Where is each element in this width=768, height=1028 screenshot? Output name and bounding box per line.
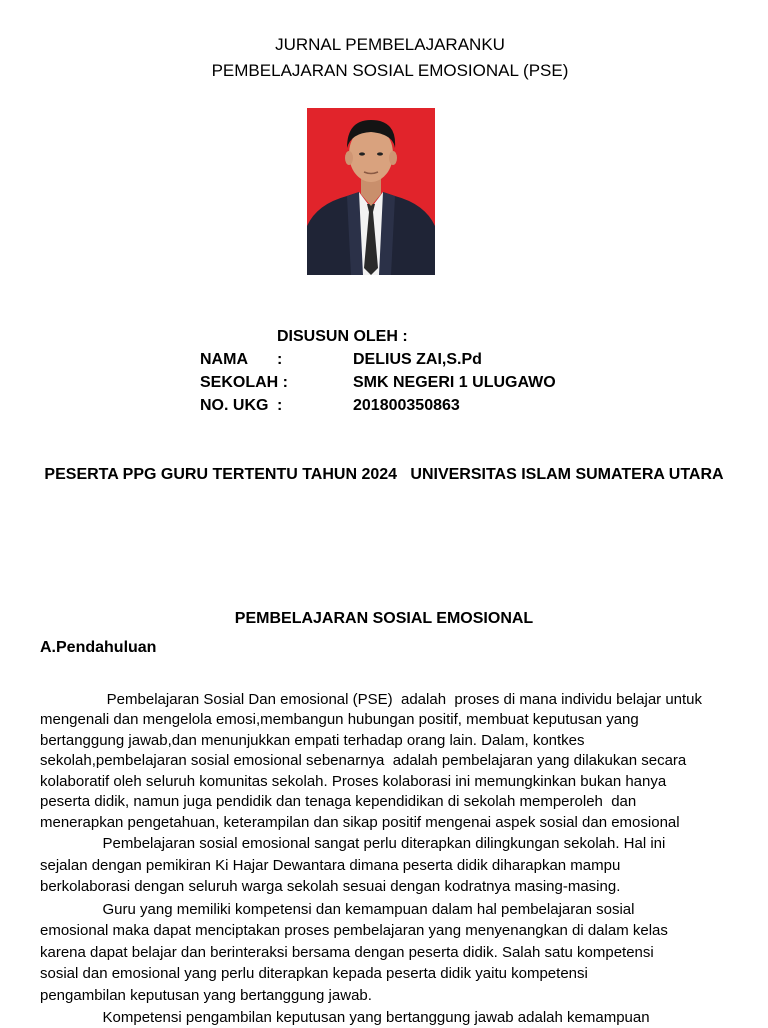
participant-line: PESERTA PPG GURU TERTENTU TAHUN 2024 UNIVERSITAS ISLAM SUMATERA UTARA	[44, 466, 724, 483]
subsection-heading: A.Pendahuluan	[40, 639, 157, 656]
body-line: Kompetensi pengambilan keputusan yang bertanggung jawab adalah kemampuan	[40, 1009, 650, 1026]
body-line: sekolah,pembelajaran sosial emosional sebenarnya adalah pembelajaran yang dilakukan secara	[40, 752, 687, 769]
body-line: sejalan dengan pemikiran Ki Hajar Dewantara dimana peserta didik diharapkan mampu	[40, 857, 621, 874]
name-colon: :	[277, 351, 283, 368]
school-value: SMK NEGERI 1 ULUGAWO	[353, 374, 556, 391]
body-line: bertanggung jawab,dan menunjukkan empati terhadap orang lain. Dalam, kontkes	[40, 732, 585, 749]
body-line: karena dapat belajar dan berinteraksi bersama dengan peserta didik. Salah satu kompetensi	[40, 944, 654, 961]
school-label: SEKOLAH :	[200, 374, 288, 391]
body-line: Pembelajaran Sosial Dan emosional (PSE) adalah proses di mana individu belajar untuk	[40, 691, 703, 708]
ukg-colon: :	[277, 397, 283, 414]
body-line: sosial dan emosional yang perlu diterapkan kepada peserta didik yaitu kompetensi	[40, 965, 588, 982]
body-line: Pembelajaran sosial emosional sangat perlu diterapkan dilingkungan sekolah. Hal ini	[40, 835, 666, 852]
body-line: pengambilan keputusan yang bertanggung jawab.	[40, 987, 372, 1004]
ukg-value: 201800350863	[353, 397, 460, 414]
section-title: PEMBELAJARAN SOSIAL EMOSIONAL	[234, 610, 534, 627]
body-line: menerapkan pengetahuan, keterampilan dan sikap positif mengenai aspek sosial dan emosional	[40, 814, 680, 831]
author-name-row	[0, 351, 768, 373]
name-value: DELIUS ZAI,S.Pd	[353, 351, 482, 368]
body-line: kolaboratif oleh seluruh komunitas sekolah. Proses kolaborasi ini memungkinkan bukan hanya	[40, 773, 667, 790]
body-line: mengenali dan mengelola emosi,membangun hubungan positif, membuat keputusan yang	[40, 711, 639, 728]
author-school-row	[0, 374, 768, 396]
author-photo	[307, 108, 435, 275]
author-ukg-row	[0, 397, 768, 419]
ukg-label: NO. UKG	[200, 397, 269, 414]
compiled-by-heading: DISUSUN OLEH :	[277, 328, 408, 345]
portrait-image	[307, 108, 435, 275]
body-line: peserta didik, namun juga pendidik dan tenaga kependidikan di sekolah memperoleh dan	[40, 793, 637, 810]
body-line: emosional maka dapat menciptakan proses pembelajaran yang menyenangkan di dalam kelas	[40, 922, 668, 939]
name-label: NAMA	[200, 351, 248, 368]
body-line: berkolaborasi dengan seluruh warga sekolah sesuai dengan kodratnya masing-masing.	[40, 878, 621, 895]
journal-title: JURNAL PEMBELAJARANKU	[275, 35, 505, 54]
body-line: Guru yang memiliki kompetensi dan kemampuan dalam hal pembelajaran sosial	[40, 901, 635, 918]
journal-subtitle: PEMBELAJARAN SOSIAL EMOSIONAL (PSE)	[211, 61, 569, 80]
